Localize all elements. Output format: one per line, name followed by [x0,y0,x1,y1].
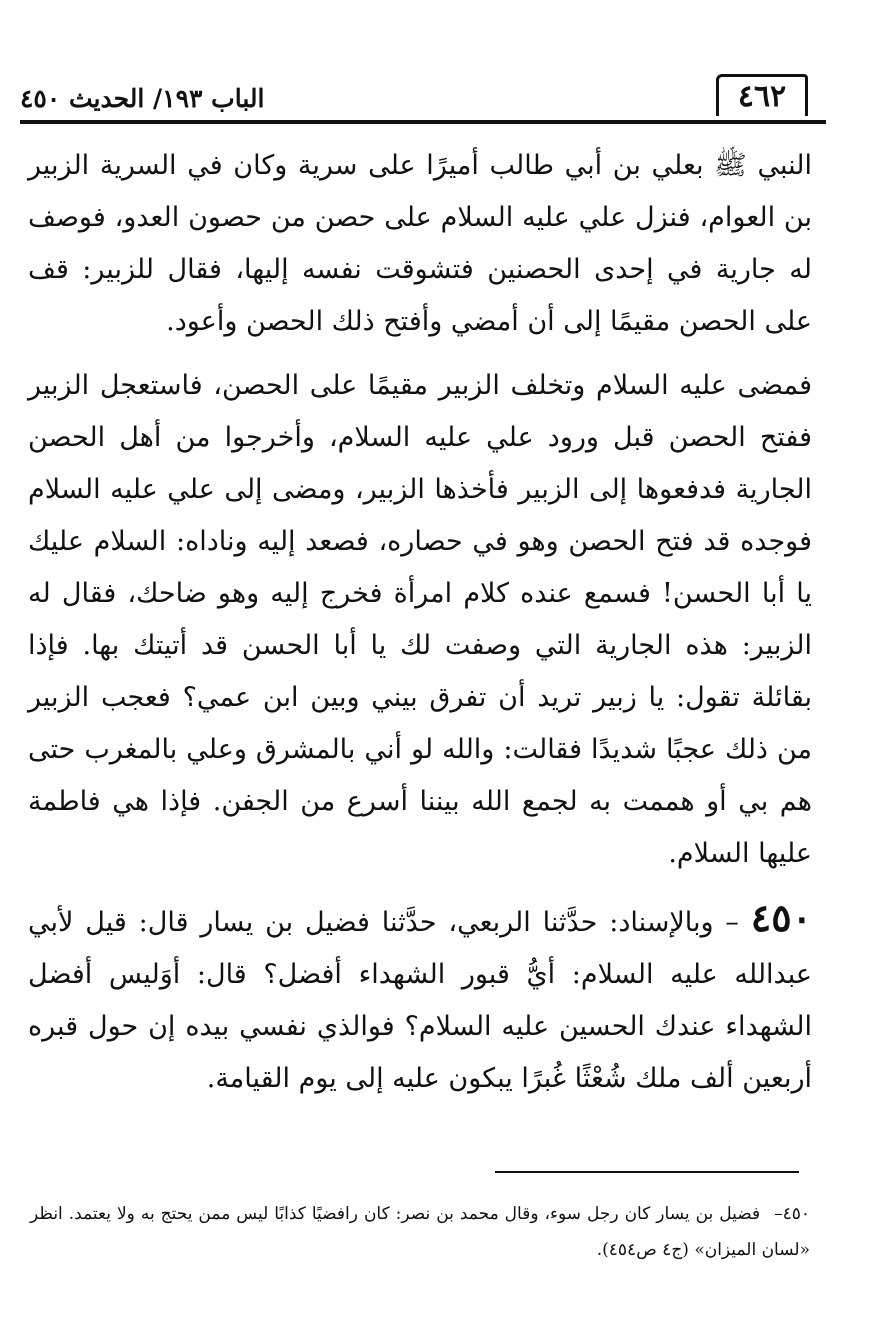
paragraph: النبي ﷺ بعلي بن أبي طالب أميرًا على سرية وكان في السرية الزبير بن العوام، فنزل علي عليه السلام على حصن من حصون العدو، فوصف له جارية في إحدى الحصنين فتشوقت نفسه إليها، فقال للزبير: قف على الحصن مقيمًا إلى أن أمضي وأفتح ذلك الحصن وأعود. [28,150,812,337]
footnotes [30,1196,810,1268]
footnote-separator [495,1171,799,1173]
paragraph: فمضى عليه السلام وتخلف الزبير مقيمًا على الحصن، فاستعجل الزبير ففتح الحصن قبل ورود علي عليه السلام، وأخرجوا من أهل الحصن الجارية فدفعوها إلى الزبير فأخذها الزبير، ومضى إلى علي عليه السلام فوجده قد فتح الحصن وهو في حصاره، فصعد إليه وناداه: السلام عليك يا أبا الحسن! فسمع عنده كلام امرأة فخرج إليه وهو ضاحك، فقال له الزبير: هذه الجارية التي وصفت لك يا أبا الحسن قد أتيتك بها. فإذا بقائلة تقول: يا زبير تريد أن تفرق بيني وبين ابن عمي؟ فعجب الزبير من ذلك عجبًا شديدًا فقالت: والله لو أني بالمشرق وعلي بالمغرب حتى هم بي أو هممت به لجمع الله بيننا أسرع من الجفن. فإذا هي فاطمة عليها السلام. [28,370,812,869]
footnote-number: ٤٥٠– [774,1204,810,1224]
hadith-paragraph [28,892,812,1105]
main-text [28,140,812,1117]
hadith-number: ٤٥٠ [750,895,813,940]
hadith-text: – وبالإسناد: حدَّثنا الربعي، حدَّثنا فضيل بن يسار قال: قيل لأبي عبدالله عليه السلام: أيُّ قبور الشهداء أفضل؟ قال: أوَليس أفضل الشهداء عندك الحسين عليه السلام؟ فوالذي نفسي بيده إن حول قبره أربعين ألف ملك شُعْثًا غُبرًا يبكون عليه إلى يوم القيامة. [28,907,812,1094]
header-rule [20,120,826,124]
running-title: الباب ١٩٣/ الحديث ٤٥٠ [20,84,265,113]
footnote [30,1196,810,1268]
page-number: ٤٦٢ [716,74,808,116]
footnote-text: فضيل بن يسار كان رجل سوء، وقال محمد بن نصر: كان رافضيًا كذابًا ليس ممن يحتج به ولا يعتمد. انظر «لسان الميزان» (ج٤ ص٤٥٤). [30,1204,810,1260]
page-header [20,70,826,124]
